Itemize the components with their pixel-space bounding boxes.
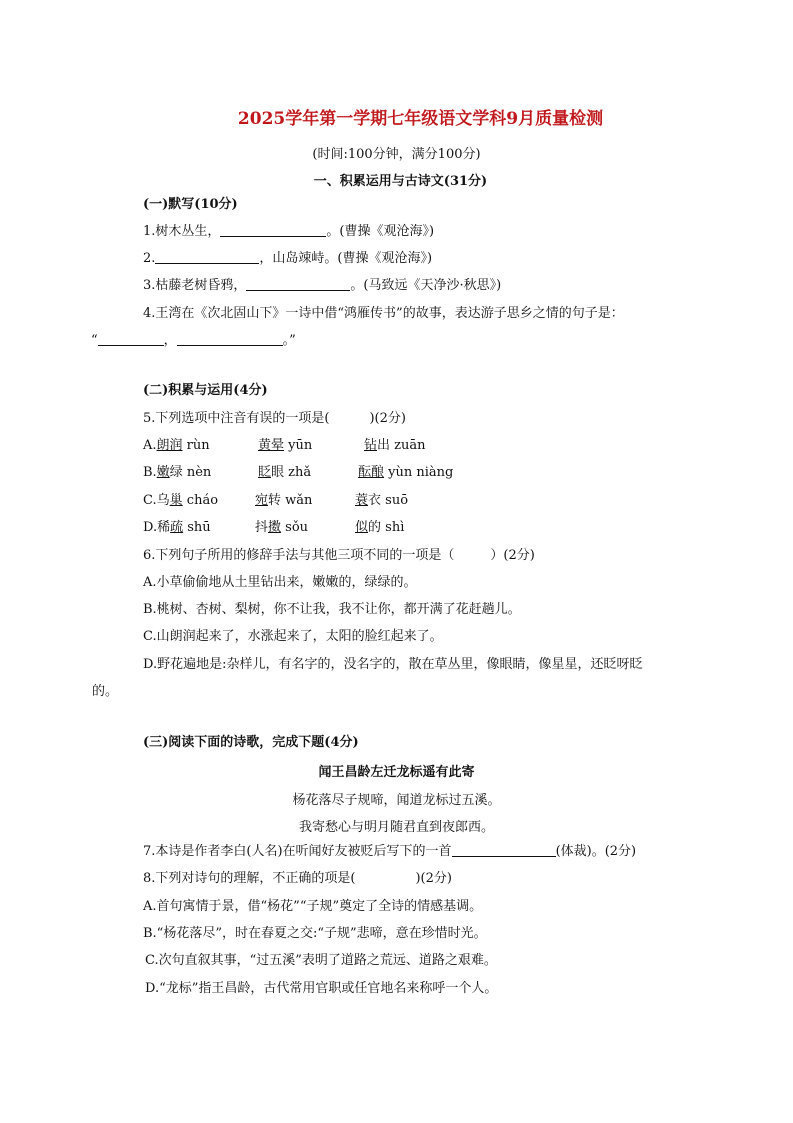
poem-line-2: 我寄愁心与明月随君直到夜郎西。 bbox=[298, 820, 494, 835]
q5-option-a-word-3 bbox=[364, 437, 426, 455]
question-4-answer bbox=[91, 332, 296, 350]
q5-option-b-word-2 bbox=[258, 464, 311, 482]
section3-heading: (三)阅读下面的诗歌，完成下题(4分) bbox=[143, 735, 359, 750]
option-word: 嫩 bbox=[156, 465, 170, 480]
q7-suffix: (体裁)。(2分) bbox=[555, 844, 637, 859]
q1-prefix: 1.树木丛生， bbox=[143, 224, 221, 239]
q8-text: 8.下列对诗句的理解，不正确的项是( bbox=[143, 871, 356, 886]
q5-option-d-word-2 bbox=[255, 519, 308, 537]
option-word: 蓑 bbox=[355, 493, 369, 508]
option-char: 稀 bbox=[157, 520, 171, 535]
poem-line-1: 杨花落尽子规啼，闻道龙标过五溪。 bbox=[292, 793, 501, 808]
q4-comma: ， bbox=[163, 333, 177, 348]
part1-heading: 一、积累运用与古诗文(31分) bbox=[313, 174, 488, 189]
q5-option-d bbox=[143, 519, 211, 537]
q5-option-b bbox=[143, 464, 211, 482]
option-pinyin: 的 shì bbox=[368, 520, 405, 535]
q5-option-a-word-2 bbox=[258, 437, 312, 455]
q4-blank-1[interactable] bbox=[98, 333, 164, 346]
q2-blank[interactable] bbox=[155, 251, 259, 264]
option-word: 疏 bbox=[170, 520, 184, 535]
option-letter: A. bbox=[143, 438, 157, 453]
section1-heading: (一)默写(10分) bbox=[143, 197, 238, 212]
option-pinyin: sǒu bbox=[281, 520, 309, 535]
poem-title: 闻王昌龄左迁龙标遥有此寄 bbox=[318, 765, 475, 780]
option-word: 朗润 bbox=[156, 438, 183, 453]
q3-prefix: 3.枯藤老树昏鸦， bbox=[143, 278, 247, 293]
q1-suffix: 。(曹操《观沧海》) bbox=[326, 224, 435, 239]
q2-prefix: 2. bbox=[143, 251, 156, 266]
q8-option-b: B.“杨花落尽”，时在春夏之交:“子规”悲啼，意在珍惜时光。 bbox=[143, 926, 487, 941]
option-pinyin: 出 zuān bbox=[377, 438, 426, 453]
q7-prefix: 7.本诗是作者李白(人名)在听闻好友被贬后写下的一首 bbox=[143, 844, 452, 859]
option-letter: C. bbox=[143, 493, 157, 508]
option-pinyin: 眼 zhǎ bbox=[271, 465, 312, 480]
q6-option-c: C.山朗润起来了，水涨起来了，太阳的脸红起来了。 bbox=[143, 629, 443, 644]
option-pinyin: 绿 nèn bbox=[169, 465, 212, 480]
q6-option-d: D.野花遍地是:杂样儿，有名字的，没名字的，散在草丛里，像眼睛，像星星，还眨呀眨 bbox=[143, 657, 643, 672]
option-letter: D. bbox=[143, 520, 158, 535]
section2-heading: (二)积累与运用(4分) bbox=[143, 383, 268, 398]
option-pinyin: 转 wǎn bbox=[268, 493, 313, 508]
q6-option-b: B.桃树、杏树、梨树，你不让我，我不让你，都开满了花赶趟儿。 bbox=[143, 602, 521, 617]
q5-text: 5.下列选项中注音有误的一项是( bbox=[143, 411, 330, 426]
q4-close-quote: 。” bbox=[282, 333, 296, 348]
q3-suffix: 。(马致远《天净沙·秋思》) bbox=[350, 278, 502, 293]
q6-tail: ）(2分) bbox=[490, 548, 535, 563]
option-word: 黄晕 bbox=[258, 438, 285, 453]
question-3 bbox=[143, 277, 501, 295]
option-letter: B. bbox=[143, 465, 157, 480]
option-word: 酝酿 bbox=[358, 465, 385, 480]
q5-option-c-word-3 bbox=[355, 492, 408, 510]
q7-blank[interactable] bbox=[452, 844, 556, 857]
option-word: 巢 bbox=[169, 493, 183, 508]
q5-tail: )(2分) bbox=[369, 411, 406, 426]
q1-blank[interactable] bbox=[220, 224, 326, 237]
q4-open-quote: “ bbox=[91, 333, 98, 348]
option-word: 宛 bbox=[255, 493, 269, 508]
option-pinyin: 衣 suō bbox=[368, 493, 409, 508]
option-char: 抖 bbox=[255, 520, 269, 535]
q6-option-d-continued: 的。 bbox=[92, 684, 119, 699]
q4-blank-2[interactable] bbox=[177, 333, 283, 346]
question-2 bbox=[143, 250, 432, 268]
q5-option-c bbox=[143, 492, 218, 510]
option-pinyin: rùn bbox=[182, 438, 210, 453]
exam-info: (时间:100分钟，满分100分) bbox=[312, 147, 481, 162]
q8-tail: )(2分) bbox=[415, 871, 452, 886]
option-word: 似 bbox=[355, 520, 369, 535]
option-pinyin: shū bbox=[183, 520, 211, 535]
exam-title-text: 2025学年第一学期七年级语文学科9月质量检测 bbox=[237, 109, 604, 129]
question-8 bbox=[143, 870, 452, 888]
q6-option-a: A.小草偷偷地从土里钻出来，嫩嫩的，绿绿的。 bbox=[143, 575, 417, 590]
question-7 bbox=[143, 843, 636, 861]
q8-option-a: A.首句寓情于景，借“杨花”“子规”奠定了全诗的情感基调。 bbox=[143, 899, 483, 914]
question-1 bbox=[143, 223, 434, 241]
q2-suffix: ，山岛竦峙。(曹操《观沧海》) bbox=[259, 251, 433, 266]
q5-option-a bbox=[143, 437, 210, 455]
option-pinyin: cháo bbox=[182, 493, 219, 508]
q5-option-c-word-2 bbox=[255, 492, 312, 510]
option-pinyin: yùn niàng bbox=[384, 465, 454, 480]
q3-blank[interactable] bbox=[246, 278, 350, 291]
q8-option-d: D.“龙标”指王昌龄，古代常用官职或任官地名来称呼一个人。 bbox=[145, 981, 498, 996]
q8-option-c: C.次句直叙其事，“过五溪”表明了道路之荒远、道路之艰难。 bbox=[145, 953, 497, 968]
option-word: 钻 bbox=[364, 438, 378, 453]
question-4: 4.王湾在《次北固山下》一诗中借“鸿雁传书”的故事，表达游子思乡之情的句子是： bbox=[143, 306, 624, 321]
question-5 bbox=[143, 410, 406, 428]
q5-option-d-word-3 bbox=[355, 519, 404, 537]
option-char: 乌 bbox=[156, 493, 170, 508]
question-6 bbox=[143, 547, 535, 565]
q5-option-b-word-3 bbox=[358, 464, 453, 482]
option-pinyin: yūn bbox=[284, 438, 313, 453]
option-word: 眨 bbox=[258, 465, 272, 480]
option-word: 擞 bbox=[268, 520, 282, 535]
q6-text: 6.下列句子所用的修辞手法与其他三项不同的一项是（ bbox=[143, 548, 455, 563]
exam-title bbox=[0, 104, 793, 129]
